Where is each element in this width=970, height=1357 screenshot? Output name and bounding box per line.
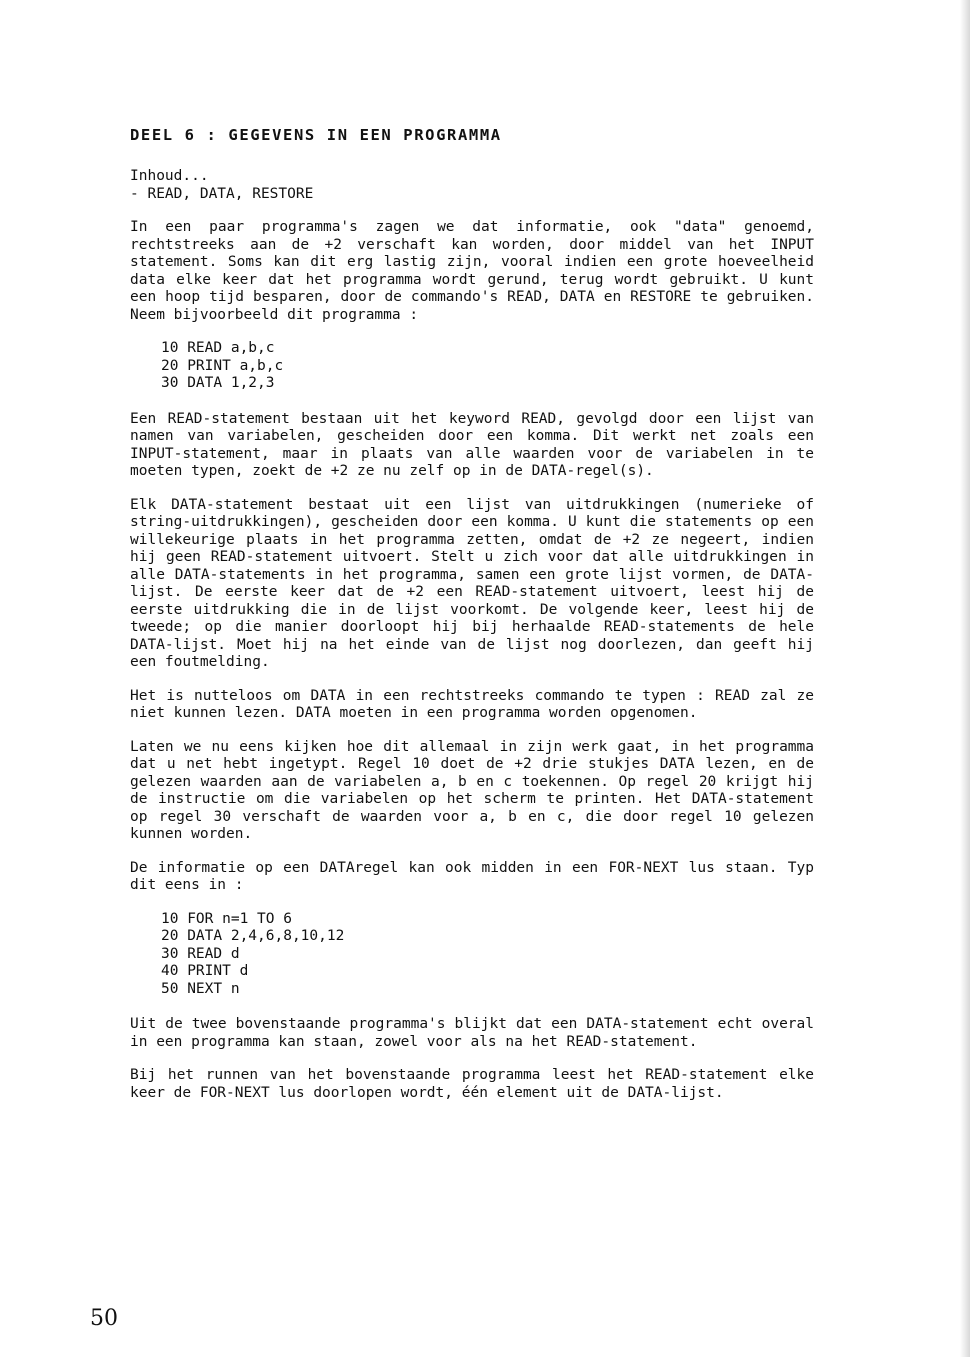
paragraph-conclusion: Uit de twee bovenstaande programma's blijkt dat een DATA-statement echt overal in een programma kan staan, zowel voor als na het READ-statement. xyxy=(130,1016,814,1050)
code-listing-1 xyxy=(161,340,814,393)
contents-title: Inhoud... xyxy=(130,168,209,184)
code-line: 30 DATA 1,2,3 xyxy=(161,375,275,391)
code-line: 20 PRINT a,b,c xyxy=(161,357,284,374)
paragraph-intro: In een paar programma's zagen we dat informatie, ook "data" genoemd, rechtstreeks aan de +2 verschaft kan worden, door middel van het INPUT statement. Soms kan dit erg lastig zijn, vooral indien een grote hoeveelheid data elke keer dat het programma wordt gerund, terug wordt gebruikt. U kunt een hoop tijd besparen, door de commando's READ, DATA en RESTORE te gebruiken. Neem bijvoorbeeld dit programma : xyxy=(130,219,814,323)
contents-item: - READ, DATA, RESTORE xyxy=(130,185,314,202)
code-listing-2 xyxy=(161,911,814,999)
code-line: 10 FOR n=1 TO 6 xyxy=(161,910,292,927)
page-content xyxy=(130,126,814,1118)
code-line: 20 DATA 2,4,6,8,10,12 xyxy=(161,928,345,944)
code-line: 10 READ a,b,c xyxy=(161,340,275,356)
page-number: 50 xyxy=(90,1306,118,1331)
code-line: 30 READ d xyxy=(161,945,240,962)
paragraph-for-next: De informatie op een DATAregel kan ook midden in een FOR-NEXT lus staan. Typ dit eens in : xyxy=(130,859,814,893)
section-heading: DEEL 6 : GEGEVENS IN EEN PROGRAMMA xyxy=(130,126,502,144)
paragraph-running: Bij het runnen van het bovenstaande programma leest het READ-statement elke keer de FOR-NEXT lus doorlopen wordt, één element uit de DATA-lijst. xyxy=(130,1067,814,1101)
paragraph-direct-command: Het is nutteloos om DATA in een rechtstreeks commando te typen : READ zal ze niet kunnen lezen. DATA moeten in een programma worden opgenomen. xyxy=(130,687,814,721)
code-line: 50 NEXT n xyxy=(161,980,240,997)
paragraph-data-statement: Elk DATA-statement bestaat uit een lijst van uitdrukkingen (numerieke of string-uitdrukkingen), gescheiden door een komma. U kunt die statements op een willekeurige plaats in het programma zetten, omdat de +2 ze negeert, indien hij geen READ-statement uitvoert. Stelt u zich voor dat alle uitdrukkingen in alle DATA-statements in het programma, samen een grote lijst vormen, de DATA-lijst. De eerste keer dat de +2 een READ-statement uitvoert, leest hij de eerste uitdrukking die in de lijst voorkomt. De volgende keer, leest hij de tweede; op die manier doorloopt hij bij herhaalde READ-statements de hele DATA-lijst. Moet hij na het einde van de lijst nog doorlezen, dan geeft hij een foutmelding. xyxy=(130,496,814,670)
paragraph-read-statement: Een READ-statement bestaan uit het keyword READ, gevolgd door een lijst van namen van variabelen, gescheiden door een komma. Dit werkt net zoals een INPUT-statement, maar in plaats van alle waarden voor de variabelen in te moeten typen, zoekt de +2 ze nu zelf op in de DATA-regel(s). xyxy=(130,410,814,479)
paragraph-explanation: Laten we nu eens kijken hoe dit allemaal in zijn werk gaat, in het programma dat u net hebt ingetypt. Regel 10 doet de +2 drie stukjes DATA lezen, en de gelezen waarden aan de variabelen a, b en c toekennen. Op regel 20 krijgt hij de instructie om die variabelen op het scherm te printen. Het DATA-statement op regel 30 verschaft de waarden voor a, b en c, die door regel 10 gelezen kunnen worden. xyxy=(130,738,814,842)
code-line: 40 PRINT d xyxy=(161,963,249,979)
page-edge-shadow xyxy=(960,0,970,1357)
